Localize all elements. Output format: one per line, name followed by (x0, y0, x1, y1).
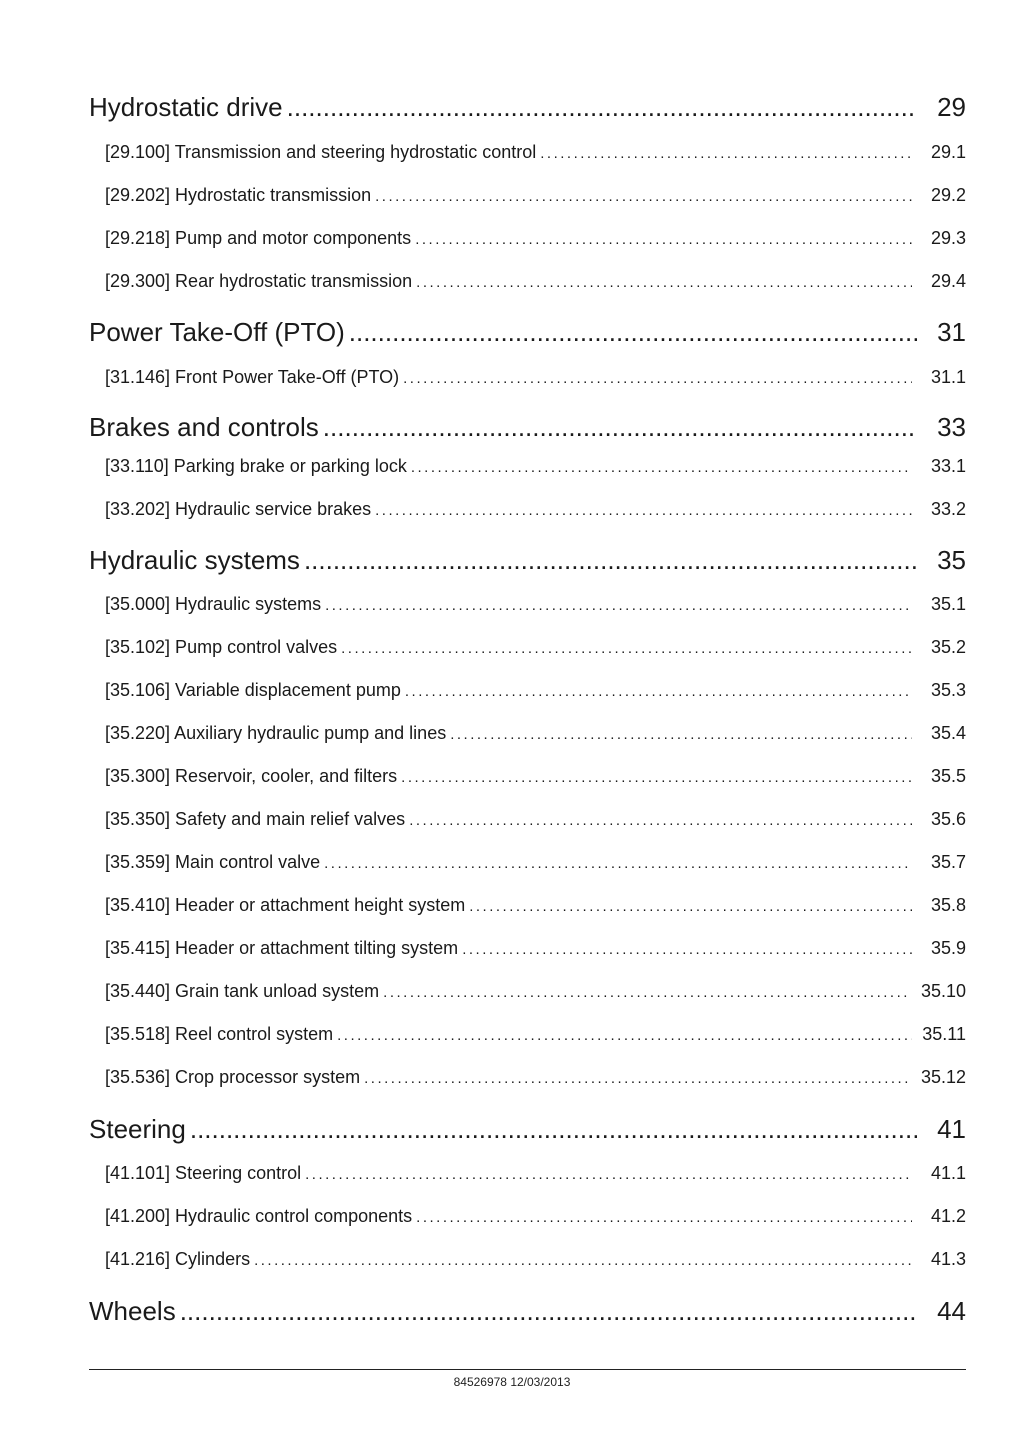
toc-entry-page-number: 29 (937, 92, 966, 122)
toc-subsection-entry[interactable] (105, 1067, 966, 1088)
toc-entry-page-number: 35.3 (930, 680, 966, 700)
dot-leader (349, 317, 917, 348)
toc-entry-page-number: 31 (937, 317, 966, 347)
dot-leader (409, 812, 912, 829)
toc-entry-title: [35.359] Main control valve (105, 852, 321, 872)
toc-subsection-entry[interactable] (105, 895, 966, 916)
toc-section-entry[interactable] (89, 92, 966, 123)
toc-entry-title: [29.300] Rear hydrostatic transmission (105, 271, 413, 291)
footer-document-id: 84526978 12/03/2013 (453, 1375, 571, 1389)
toc-entry-page-number: 35.4 (930, 723, 966, 743)
dot-leader (415, 231, 912, 248)
toc-subsection-entry[interactable] (105, 456, 966, 477)
toc-entry-title: [35.220] Auxiliary hydraulic pump and lines (105, 723, 447, 743)
toc-subsection-entry[interactable] (105, 637, 966, 658)
toc-entry-title: [41.200] Hydraulic control components (105, 1206, 413, 1226)
toc-entry-page-number: 35.6 (930, 809, 966, 829)
toc-entry-title: Hydrostatic drive (89, 92, 283, 122)
toc-entry-page-number: 41 (937, 1114, 966, 1144)
dot-leader (401, 769, 912, 786)
dot-leader (180, 1296, 917, 1327)
dot-leader (324, 855, 912, 872)
toc-subsection-entry[interactable] (105, 1206, 966, 1227)
dot-leader (462, 941, 912, 958)
toc-entry-title: [29.218] Pump and motor components (105, 228, 412, 248)
toc-entry-title: [35.415] Header or attachment tilting system (105, 938, 459, 958)
toc-entry-title: [35.410] Header or attachment height system (105, 895, 466, 915)
toc-entry-title: [35.102] Pump control valves (105, 637, 338, 657)
dot-leader (469, 898, 912, 915)
toc-entry-page-number: 35.7 (930, 852, 966, 872)
toc-subsection-entry[interactable] (105, 185, 966, 206)
toc-entry-page-number: 41.3 (930, 1249, 966, 1269)
toc-entry-title: [29.202] Hydrostatic transmission (105, 185, 372, 205)
dot-leader (416, 1209, 912, 1226)
dot-leader (254, 1252, 912, 1269)
toc-subsection-entry[interactable] (105, 680, 966, 701)
toc-entry-page-number: 33.1 (930, 456, 966, 476)
toc-subsection-entry[interactable] (105, 499, 966, 520)
toc-subsection-entry[interactable] (105, 1163, 966, 1184)
dot-leader (375, 188, 912, 205)
toc-section-entry[interactable] (89, 1114, 966, 1145)
dot-leader (375, 502, 912, 519)
toc-subsection-entry[interactable] (105, 981, 966, 1002)
toc-entry-page-number: 41.1 (930, 1163, 966, 1183)
toc-subsection-entry[interactable] (105, 766, 966, 787)
toc-subsection-entry[interactable] (105, 367, 966, 388)
toc-entry-title: Power Take-Off (PTO) (89, 317, 345, 347)
dot-leader (411, 459, 912, 476)
dot-leader (323, 412, 917, 443)
toc-entry-page-number: 31.1 (930, 367, 966, 387)
toc-entry-page-number: 33.2 (930, 499, 966, 519)
toc-entry-page-number: 29.2 (930, 185, 966, 205)
toc-entry-title: [35.350] Safety and main relief valves (105, 809, 406, 829)
toc-section-entry[interactable] (89, 545, 966, 576)
dot-leader (305, 1166, 912, 1183)
dot-leader (540, 145, 912, 162)
toc-section-entry[interactable] (89, 317, 966, 348)
dot-leader (304, 545, 917, 576)
toc-entry-title: [35.000] Hydraulic systems (105, 594, 322, 614)
toc-entry-title: [33.110] Parking brake or parking lock (105, 456, 407, 476)
toc-subsection-entry[interactable] (105, 594, 966, 615)
toc-section-entry[interactable] (89, 412, 966, 443)
toc-entry-page-number: 33 (937, 412, 966, 442)
toc-entry-page-number: 29.4 (930, 271, 966, 291)
toc-entry-title: [35.106] Variable displacement pump (105, 680, 401, 700)
toc-entry-title: [29.100] Transmission and steering hydrostatic control (105, 142, 537, 162)
toc-entry-page-number: 35.10 (920, 981, 966, 1001)
toc-subsection-entry[interactable] (105, 809, 966, 830)
toc-entry-page-number: 35.12 (920, 1067, 966, 1087)
toc-entry-page-number: 44 (937, 1296, 966, 1326)
toc-entry-title: Hydraulic systems (89, 545, 300, 575)
toc-entry-title: [35.536] Crop processor system (105, 1067, 361, 1087)
dot-leader (341, 640, 912, 657)
dot-leader (364, 1070, 911, 1087)
toc-subsection-entry[interactable] (105, 228, 966, 249)
toc-subsection-entry[interactable] (105, 723, 966, 744)
toc-entry-page-number: 35.8 (930, 895, 966, 915)
toc-subsection-entry[interactable] (105, 142, 966, 163)
toc-entry-title: Wheels (89, 1296, 176, 1326)
toc-entry-page-number: 29.3 (930, 228, 966, 248)
toc-subsection-entry[interactable] (105, 1024, 966, 1045)
toc-entry-title: [35.440] Grain tank unload system (105, 981, 380, 1001)
toc-entry-title: [35.300] Reservoir, cooler, and filters (105, 766, 398, 786)
toc-subsection-entry[interactable] (105, 938, 966, 959)
dot-leader (325, 597, 912, 614)
toc-entry-page-number: 35.5 (930, 766, 966, 786)
toc-subsection-entry[interactable] (105, 271, 966, 292)
toc-entry-title: [33.202] Hydraulic service brakes (105, 499, 372, 519)
toc-subsection-entry[interactable] (105, 1249, 966, 1270)
toc-section-entry[interactable] (89, 1296, 966, 1327)
toc-entry-title: Brakes and controls (89, 412, 319, 442)
toc-entry-title: [41.101] Steering control (105, 1163, 302, 1183)
toc-entry-page-number: 35.2 (930, 637, 966, 657)
dot-leader (403, 370, 912, 387)
dot-leader (405, 683, 912, 700)
dot-leader (383, 984, 911, 1001)
toc-entry-page-number: 35.1 (930, 594, 966, 614)
toc-entry-page-number: 35 (937, 545, 966, 575)
toc-entry-title: Steering (89, 1114, 186, 1144)
toc-entry-page-number: 41.2 (930, 1206, 966, 1226)
dot-leader (287, 92, 917, 123)
dot-leader (450, 726, 912, 743)
toc-entry-page-number: 29.1 (930, 142, 966, 162)
footer-divider (89, 1369, 966, 1370)
dot-leader (337, 1027, 912, 1044)
toc-entry-page-number: 35.9 (930, 938, 966, 958)
toc-entry-title: [35.518] Reel control system (105, 1024, 334, 1044)
dot-leader (416, 274, 912, 291)
dot-leader (190, 1114, 917, 1145)
toc-entry-title: [31.146] Front Power Take-Off (PTO) (105, 367, 400, 387)
toc-entry-title: [41.216] Cylinders (105, 1249, 251, 1269)
toc-entry-page-number: 35.11 (922, 1024, 966, 1044)
toc-subsection-entry[interactable] (105, 852, 966, 873)
